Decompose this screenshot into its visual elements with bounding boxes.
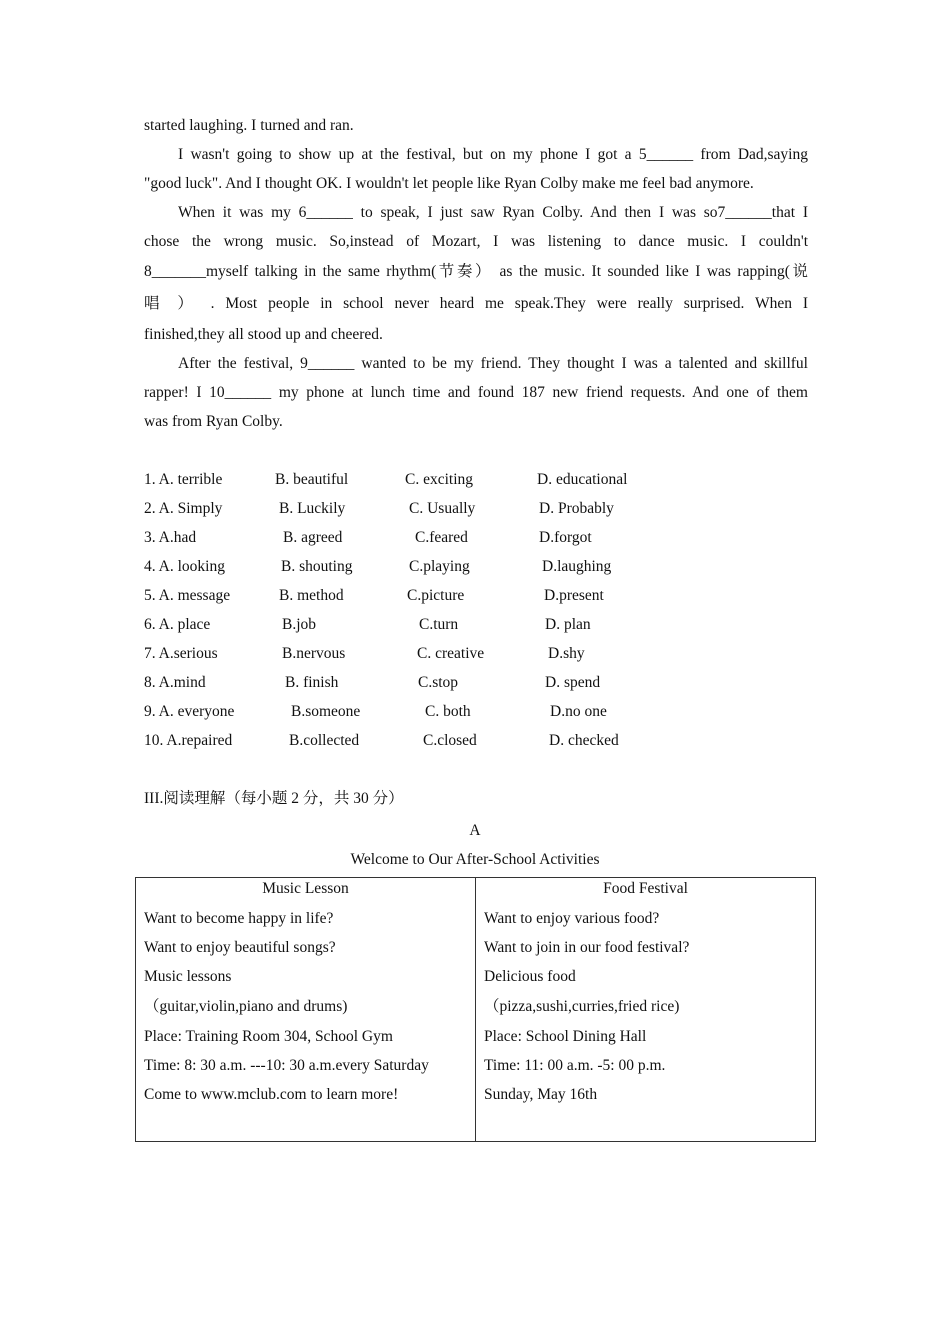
passage-line: finished,they all stood up and cheered. [144, 326, 383, 343]
option-d: D.laughing [542, 558, 612, 575]
option-c: C. exciting [405, 471, 474, 488]
option-a: 6. A. place [144, 616, 211, 633]
passage-line: I wasn't going to show up at the festival, but on my phone I got a 5______ from Dad,saying [178, 146, 808, 163]
food-festival-cell [476, 878, 816, 1142]
passage-paragraph-3 [144, 349, 808, 436]
passage-line: 唱 ） . Most people in school never heard me speak.They were really surprised. When I [144, 295, 808, 312]
cell-line: （pizza,sushi,curries,fried rice) [484, 998, 680, 1015]
option-d: D. checked [549, 732, 619, 749]
option-a: 9. A. everyone [144, 703, 235, 720]
option-row-7 [144, 639, 808, 668]
cell-line: Music lessons [144, 968, 232, 985]
option-c: C.turn [419, 616, 459, 633]
option-c: C.picture [407, 587, 465, 604]
cell-line: Sunday, May 16th [484, 1086, 598, 1103]
option-b: B. Luckily [279, 500, 346, 517]
music-lesson-cell [136, 878, 476, 1142]
option-b: B. shouting [281, 558, 353, 575]
option-b: B. beautiful [275, 471, 349, 488]
cell-line: Come to www.mclub.com to learn more! [144, 1086, 399, 1103]
section-heading: III.阅读理解（每小题 2 分，共 30 分） [144, 790, 404, 807]
passage-line: "good luck". And I thought OK. I wouldn't let people like Ryan Colby make me feel bad anymore. [144, 175, 754, 192]
option-d: D. Probably [539, 500, 614, 517]
passage-paragraph-2 [144, 198, 808, 349]
cell-line: Place: School Dining Hall [484, 1028, 647, 1045]
option-b: B.job [282, 616, 317, 633]
option-row-6 [144, 610, 808, 639]
option-c: C.feared [415, 529, 468, 546]
cell-line: （guitar,violin,piano and drums) [144, 998, 348, 1015]
passage-paragraph-0 [144, 111, 808, 140]
option-d: D. educational [537, 471, 628, 488]
option-b: B.collected [289, 732, 360, 749]
cell-line: Want to enjoy various food? [484, 910, 660, 927]
passage-paragraph-1 [144, 140, 808, 198]
options-list [144, 465, 808, 755]
option-d: D.shy [548, 645, 585, 662]
option-c: C. Usually [409, 500, 476, 517]
passage-letter: A [469, 822, 481, 839]
passage-title: Welcome to Our After-School Activities [350, 851, 600, 868]
option-d: D. plan [545, 616, 591, 633]
option-c: C. both [425, 703, 471, 720]
passage-line: rapper! I 10______ my phone at lunch time and found 187 new friend requests. And one of them [144, 384, 808, 401]
passage-line: was from Ryan Colby. [144, 413, 283, 430]
cell-line: Want to become happy in life? [144, 910, 334, 927]
cell-line: Place: Training Room 304, School Gym [144, 1028, 393, 1045]
passage-line: When it was my 6______ to speak, I just saw Ryan Colby. And then I was so7______that I [178, 204, 808, 221]
option-d: D.no one [550, 703, 607, 720]
option-a: 5. A. message [144, 587, 231, 604]
passage-line: 8_______myself talking in the same rhythm(节奏） as the music. It sounded like I was rapping(说 [144, 263, 808, 280]
option-d: D. spend [545, 674, 601, 691]
activities-table [135, 877, 816, 1142]
option-row-4 [144, 552, 808, 581]
option-a: 8. A.mind [144, 674, 206, 691]
option-c: C.stop [418, 674, 459, 691]
option-d: D.present [544, 587, 604, 604]
music-lesson-title: Music Lesson [262, 880, 349, 897]
cell-line: Want to join in our food festival? [484, 939, 690, 956]
passage-line: chose the wrong music. So,instead of Mozart, I was listening to dance music. I couldn't [144, 233, 808, 250]
option-a: 3. A.had [144, 529, 197, 546]
option-row-8 [144, 668, 808, 697]
option-b: B. finish [285, 674, 339, 691]
option-b: B. agreed [283, 529, 343, 546]
option-row-1 [144, 465, 808, 494]
option-d: D.forgot [539, 529, 592, 546]
cell-line: Time: 11: 00 a.m. -5: 00 p.m. [484, 1057, 666, 1074]
option-b: B. method [279, 587, 344, 604]
option-a: 7. A.serious [144, 645, 218, 662]
option-b: B.someone [291, 703, 361, 720]
passage-line: After the festival, 9______ wanted to be my friend. They thought I was a talented and skillful [178, 355, 808, 372]
food-festival-title: Food Festival [603, 880, 688, 897]
passage-line: started laughing. I turned and ran. [144, 117, 354, 134]
option-row-10 [144, 726, 808, 755]
option-c: C.closed [423, 732, 477, 749]
option-b: B.nervous [282, 645, 346, 662]
option-c: C. creative [417, 645, 485, 662]
option-row-5 [144, 581, 808, 610]
cell-line: Delicious food [484, 968, 576, 985]
option-a: 4. A. looking [144, 558, 225, 575]
cell-line: Want to enjoy beautiful songs? [144, 939, 336, 956]
option-a: 1. A. terrible [144, 471, 223, 488]
cell-line: Time: 8: 30 a.m. ---10: 30 a.m.every Saturday [144, 1057, 429, 1074]
option-a: 2. A. Simply [144, 500, 223, 517]
option-a: 10. A.repaired [144, 732, 233, 749]
option-row-2 [144, 494, 808, 523]
option-c: C.playing [409, 558, 470, 575]
option-row-3 [144, 523, 808, 552]
option-row-9 [144, 697, 808, 726]
